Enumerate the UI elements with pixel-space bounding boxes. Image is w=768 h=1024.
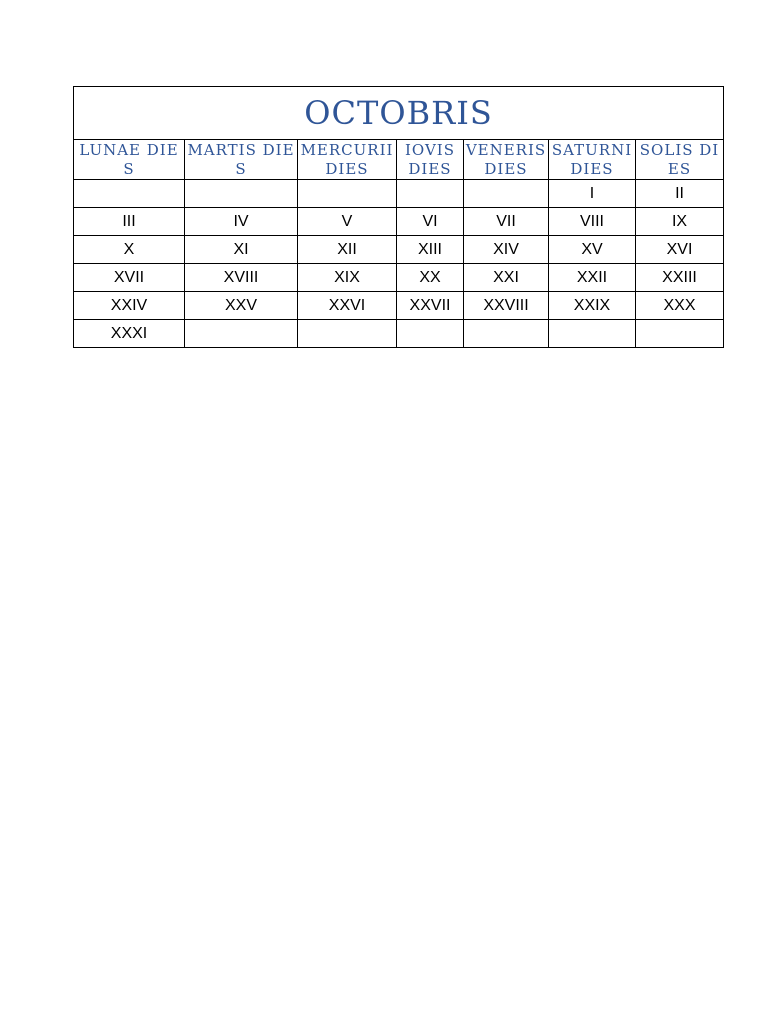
day-cell: XVI	[636, 236, 724, 264]
day-cell: XXIV	[74, 292, 185, 320]
day-cell: XXX	[636, 292, 724, 320]
day-cell: XXI	[464, 264, 549, 292]
title-row	[74, 87, 724, 140]
day-cell	[74, 180, 185, 208]
calendar-table	[73, 86, 724, 348]
day-cell: VI	[397, 208, 464, 236]
day-cell: XII	[298, 236, 397, 264]
day-cell	[185, 180, 298, 208]
day-cell: XXIX	[549, 292, 636, 320]
weekday-header-sunday: SOLIS DIES	[636, 140, 724, 180]
day-cell	[185, 320, 298, 348]
day-cell	[636, 320, 724, 348]
day-cell	[298, 320, 397, 348]
day-cell: V	[298, 208, 397, 236]
weekday-header-monday: LUNAE DIES	[74, 140, 185, 180]
day-cell: I	[549, 180, 636, 208]
day-cell: VII	[464, 208, 549, 236]
day-cell: XXIII	[636, 264, 724, 292]
day-cell: XVII	[74, 264, 185, 292]
week-row-6	[74, 320, 724, 348]
day-cell: II	[636, 180, 724, 208]
weekday-header-saturday: SATURNI DIES	[549, 140, 636, 180]
day-cell: XV	[549, 236, 636, 264]
day-cell: XX	[397, 264, 464, 292]
weekday-header-friday: VENERIS DIES	[464, 140, 549, 180]
weekday-header-row	[74, 140, 724, 180]
day-cell: X	[74, 236, 185, 264]
day-cell: XVIII	[185, 264, 298, 292]
day-cell: IX	[636, 208, 724, 236]
weekday-header-wednesday: MERCURII DIES	[298, 140, 397, 180]
day-cell: XXVII	[397, 292, 464, 320]
week-row-4	[74, 264, 724, 292]
week-row-3	[74, 236, 724, 264]
day-cell: XIV	[464, 236, 549, 264]
day-cell	[549, 320, 636, 348]
week-row-5	[74, 292, 724, 320]
day-cell	[397, 320, 464, 348]
day-cell: XI	[185, 236, 298, 264]
week-row-2	[74, 208, 724, 236]
day-cell: VIII	[549, 208, 636, 236]
weekday-header-tuesday: MARTIS DIES	[185, 140, 298, 180]
day-cell: XXVIII	[464, 292, 549, 320]
day-cell: XXVI	[298, 292, 397, 320]
day-cell	[464, 320, 549, 348]
week-row-1	[74, 180, 724, 208]
day-cell: IV	[185, 208, 298, 236]
day-cell: XIX	[298, 264, 397, 292]
day-cell: III	[74, 208, 185, 236]
day-cell: XIII	[397, 236, 464, 264]
day-cell	[397, 180, 464, 208]
day-cell: XXV	[185, 292, 298, 320]
day-cell	[298, 180, 397, 208]
weekday-header-thursday: IOVIS DIES	[397, 140, 464, 180]
month-title: OCTOBRIS	[74, 87, 724, 140]
day-cell: XXXI	[74, 320, 185, 348]
day-cell	[464, 180, 549, 208]
day-cell: XXII	[549, 264, 636, 292]
